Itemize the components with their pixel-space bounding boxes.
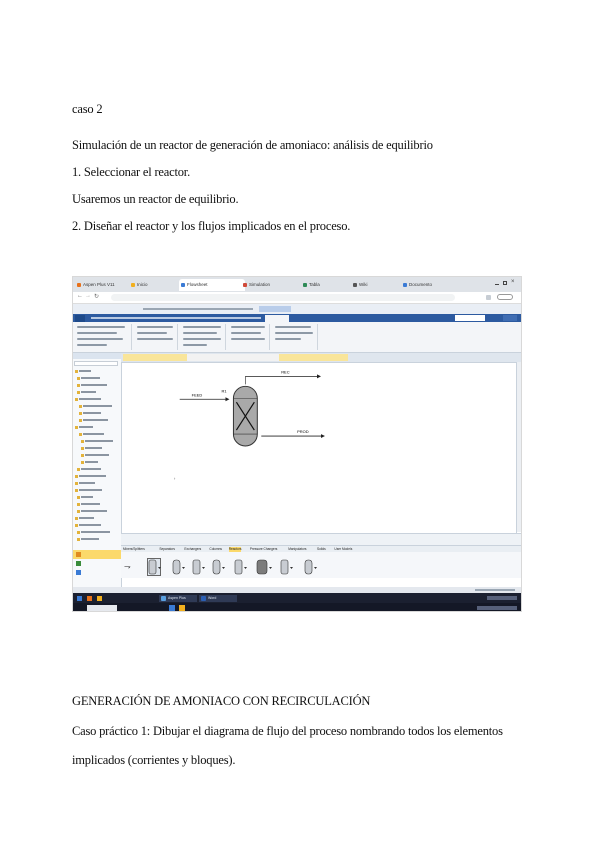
- reactor-block[interactable]: [221, 386, 257, 446]
- control-panel-strip: [121, 533, 521, 545]
- tree-item[interactable]: [77, 383, 107, 388]
- tree-item-label: [79, 489, 102, 491]
- dropdown-arrow-icon: [314, 567, 317, 569]
- tree-item[interactable]: [79, 432, 104, 437]
- app-title-highlight: [259, 306, 291, 312]
- folder-icon: [75, 475, 78, 478]
- document-title: Simulación de un reactor de generación de amoniaco: análisis de equilibrio: [72, 138, 433, 152]
- ribbon-tab-active[interactable]: [265, 315, 289, 322]
- tree-item-label: [81, 538, 99, 540]
- tree-item-label: [81, 510, 107, 512]
- section-heading: GENERACIÓN DE AMONIACO CON RECIRCULACIÓN: [72, 694, 371, 708]
- tree-item[interactable]: [79, 404, 112, 409]
- taskbar-row-bottom: [73, 603, 521, 612]
- taskbar-button-word[interactable]: Word: [199, 595, 237, 602]
- tree-item[interactable]: [77, 467, 101, 472]
- palette-reactor-icon[interactable]: [305, 560, 317, 574]
- palette-reactor-icon[interactable]: [173, 560, 185, 574]
- step-2: 2. Diseñar el reactor y los flujos implicados en el proceso.: [72, 219, 351, 233]
- canvas-scrollbar[interactable]: [517, 362, 521, 532]
- tree-item-label: [81, 384, 107, 386]
- minimize-icon[interactable]: [495, 284, 499, 285]
- palette-tab[interactable]: Solids: [317, 547, 326, 551]
- folder-icon: [81, 447, 84, 450]
- app-title-bar: [73, 304, 521, 314]
- tree-item-label: [79, 482, 95, 484]
- tree-item[interactable]: [77, 509, 107, 514]
- folder-icon: [75, 524, 78, 527]
- taskbar-pinned-icon[interactable]: [179, 605, 185, 611]
- folder-icon: [75, 517, 78, 520]
- tree-item[interactable]: [75, 481, 95, 486]
- tree-item[interactable]: [81, 460, 98, 465]
- start-icon[interactable]: [77, 596, 82, 601]
- ribbon: [73, 322, 521, 353]
- tree-item[interactable]: [75, 474, 106, 479]
- tree-item[interactable]: [81, 453, 109, 458]
- folder-icon: [77, 384, 80, 387]
- palette-reactor-icon[interactable]: [213, 560, 225, 574]
- taskbar: [73, 593, 521, 612]
- stream-label-recycle: REC: [281, 369, 290, 375]
- tree-item[interactable]: [77, 502, 100, 507]
- reactor-label: R1: [221, 388, 227, 394]
- palette-reactor-icon[interactable]: [193, 560, 205, 574]
- palette-tab[interactable]: Reactors: [228, 547, 242, 551]
- navigation-header: [73, 353, 121, 359]
- model-palette: [121, 552, 521, 578]
- ribbon-tabs: [73, 314, 521, 322]
- tree-item[interactable]: [75, 488, 102, 493]
- browser-tab[interactable]: Aspen Plus V11: [75, 279, 135, 291]
- energy-icon: [76, 570, 81, 575]
- folder-icon: [75, 370, 78, 373]
- tree-item[interactable]: [77, 495, 93, 500]
- simulation-icon: [76, 552, 81, 557]
- app-title-line: [143, 308, 253, 310]
- folder-icon: [77, 468, 80, 471]
- palette-tab[interactable]: User Models: [334, 547, 353, 551]
- navigation-search[interactable]: [74, 361, 118, 366]
- tab-favicon-icon: [303, 283, 307, 287]
- tree-item-label: [81, 503, 100, 505]
- tab-favicon-icon: [131, 283, 135, 287]
- folder-icon: [77, 538, 80, 541]
- clock: [477, 606, 517, 610]
- folder-icon: [81, 440, 84, 443]
- folder-icon: [77, 377, 80, 380]
- tree-item[interactable]: [75, 397, 101, 402]
- ribbon-tabs-lines: [91, 317, 261, 319]
- cursor-icon: ›: [173, 476, 176, 482]
- tree-item-label: [85, 454, 109, 456]
- step-1: 1. Seleccionar el reactor.: [72, 165, 190, 179]
- tree-item-label: [83, 419, 108, 421]
- taskbar-pinned-icon[interactable]: [169, 605, 175, 611]
- step-1-note: Usaremos un reactor de equilibrio.: [72, 192, 239, 206]
- dropdown-arrow-icon: [244, 567, 247, 569]
- tab-favicon-icon: [403, 283, 407, 287]
- tree-item-label: [81, 496, 93, 498]
- browser-tab[interactable]: Documento: [401, 279, 467, 291]
- tree-item[interactable]: [77, 537, 99, 542]
- ribbon-group: [181, 324, 226, 350]
- tree-item-label: [79, 398, 101, 400]
- tree-item-label: [83, 433, 104, 435]
- browser-tab[interactable]: Simulation: [241, 279, 307, 291]
- stream-label-product: PROD: [297, 429, 309, 435]
- tab-favicon-icon: [353, 283, 357, 287]
- profile-icon[interactable]: [497, 294, 513, 300]
- folder-icon: [77, 531, 80, 534]
- tree-item[interactable]: [81, 439, 113, 444]
- palette-reactor-icon[interactable]: [257, 560, 272, 574]
- folder-icon: [79, 433, 82, 436]
- palette-tab[interactable]: Separators: [159, 547, 175, 551]
- stream-recycle[interactable]: [245, 369, 321, 384]
- palette-tab[interactable]: Manipulators: [288, 547, 307, 551]
- status-zoom-slider[interactable]: [475, 589, 515, 591]
- maximize-icon[interactable]: [503, 281, 507, 285]
- palette-reactor-icon[interactable]: [235, 560, 247, 574]
- palette-reactor-icon[interactable]: [281, 560, 293, 574]
- nav-button-safety[interactable]: [73, 559, 121, 568]
- folder-icon: [81, 461, 84, 464]
- dropdown-arrow-icon: [202, 567, 205, 569]
- ribbon-group: [75, 324, 132, 350]
- palette-tab[interactable]: Mixers/Splitters: [123, 547, 145, 551]
- folder-icon: [79, 405, 82, 408]
- folder-icon: [77, 496, 80, 499]
- tree-item[interactable]: [75, 516, 94, 521]
- doc-tab[interactable]: [187, 354, 220, 361]
- tree-item-label: [79, 475, 106, 477]
- case-label: caso 2: [72, 102, 103, 116]
- tree-item-label: [85, 447, 102, 449]
- stream-product[interactable]: [261, 429, 325, 438]
- taskbar-button-aspen[interactable]: Aspen Plus: [159, 595, 197, 602]
- address-bar: [73, 292, 521, 304]
- tree-item[interactable]: [75, 523, 101, 528]
- palette-tab[interactable]: Exchangers: [184, 547, 202, 551]
- aspen-icon: [161, 596, 166, 601]
- browser-tab[interactable]: Tabla: [301, 279, 357, 291]
- taskbar-row-top: [73, 593, 521, 603]
- folder-icon: [75, 398, 78, 401]
- dropdown-arrow-icon: [182, 567, 185, 569]
- word-icon: [201, 596, 206, 601]
- taskbar-app-icon[interactable]: [97, 596, 102, 601]
- tree-item[interactable]: [77, 390, 96, 395]
- tree-item-label: [81, 391, 96, 393]
- folder-icon: [79, 419, 82, 422]
- search-icon[interactable]: [87, 605, 117, 611]
- browser-tab[interactable]: Wiki: [351, 279, 407, 291]
- tree-item-label: [85, 461, 98, 463]
- dropdown-arrow-icon: [290, 567, 293, 569]
- close-icon[interactable]: ×: [511, 279, 515, 285]
- system-tray: [487, 596, 517, 600]
- palette-tab[interactable]: Pressure Changers: [249, 547, 278, 551]
- folder-icon: [81, 454, 84, 457]
- folder-icon: [75, 426, 78, 429]
- exercise-line-2: implicados (corrientes y bloques).: [72, 753, 236, 767]
- browser-tab-active[interactable]: Flowsheet: [179, 279, 245, 291]
- palette-tab[interactable]: Columns: [209, 547, 222, 551]
- extensions-icon[interactable]: [486, 295, 491, 300]
- help-icon[interactable]: [503, 315, 517, 321]
- tree-item-label: [81, 468, 101, 470]
- url-field[interactable]: [111, 294, 455, 301]
- folder-icon: [79, 412, 82, 415]
- tree-item-label: [83, 412, 101, 414]
- nav-button-energy[interactable]: [73, 568, 121, 577]
- stream-label-feed: FEED: [191, 392, 203, 398]
- tree-item-label: [81, 377, 100, 379]
- tree-item[interactable]: [79, 411, 101, 416]
- browser-tab-strip: [73, 277, 521, 292]
- tree-item[interactable]: [77, 376, 100, 381]
- tree-item[interactable]: [75, 425, 93, 430]
- tab-favicon-icon: [243, 283, 247, 287]
- tree-item-label: [81, 531, 110, 533]
- reload-icon[interactable]: ↻: [94, 294, 100, 300]
- folder-icon: [77, 391, 80, 394]
- ribbon-group: [135, 324, 178, 350]
- window-controls[interactable]: [495, 281, 517, 287]
- ribbon-tab-file[interactable]: [75, 315, 85, 322]
- dropdown-arrow-icon: [269, 567, 272, 569]
- tree-item[interactable]: [75, 369, 91, 374]
- tree-item-label: [79, 426, 93, 428]
- document-tabs: [121, 353, 521, 362]
- doc-tab[interactable]: [219, 354, 280, 361]
- folder-icon: [77, 510, 80, 513]
- tree-item-label: [79, 524, 101, 526]
- stream-feed[interactable]: [180, 392, 230, 401]
- folder-icon: [75, 489, 78, 492]
- ribbon-group: [229, 324, 270, 350]
- tree-item-label: [85, 440, 113, 442]
- nav-button-simulation[interactable]: [73, 550, 121, 559]
- doc-tab[interactable]: [123, 354, 188, 361]
- tree-item-label: [79, 517, 94, 519]
- taskbar-app-icon[interactable]: [87, 596, 92, 601]
- material-stream-icon[interactable]: ⇁: [124, 562, 131, 571]
- tab-favicon-icon: [77, 283, 81, 287]
- navigation-pane: [73, 353, 122, 587]
- folder-icon: [75, 482, 78, 485]
- tree-item-label: [83, 405, 112, 407]
- ribbon-group: [273, 324, 318, 350]
- back-icon[interactable]: ←: [77, 293, 83, 299]
- search-box[interactable]: [455, 315, 485, 321]
- forward-icon[interactable]: →: [85, 293, 91, 299]
- tree-item[interactable]: [77, 530, 110, 535]
- palette-reactor-icon[interactable]: [149, 560, 161, 574]
- folder-icon: [77, 503, 80, 506]
- flowsheet-diagram: [122, 363, 516, 533]
- browser-tab[interactable]: Inicio: [129, 279, 185, 291]
- safety-icon: [76, 561, 81, 566]
- dropdown-arrow-icon: [158, 567, 161, 569]
- aspen-screenshot: [72, 276, 522, 612]
- tree-item[interactable]: [79, 418, 108, 423]
- tab-favicon-icon: [181, 283, 185, 287]
- palette-icons: [121, 552, 481, 578]
- dropdown-arrow-icon: [222, 567, 225, 569]
- exercise-line-1: Caso práctico 1: Dibujar el diagrama de flujo del proceso nombrando todos los elementos: [72, 724, 503, 738]
- flowsheet-canvas[interactable]: [121, 362, 517, 534]
- tree-item-label: [79, 370, 91, 372]
- doc-tab-active[interactable]: [279, 354, 348, 361]
- tree-item[interactable]: [81, 446, 102, 451]
